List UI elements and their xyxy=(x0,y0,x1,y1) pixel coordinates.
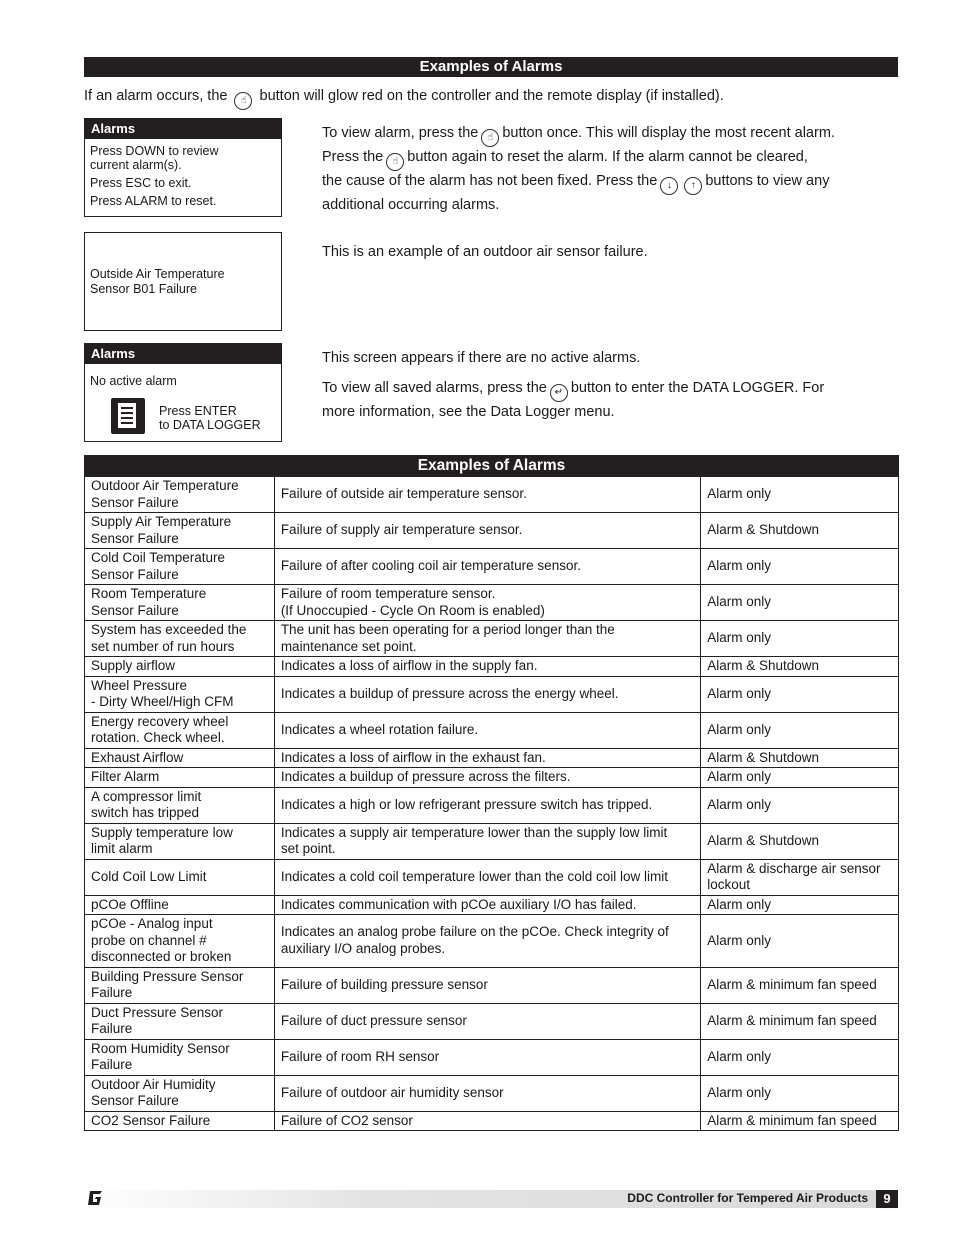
no-alarm-description: This screen appears if there are no active alarms. To view all saved alarms, press the ↵ button to enter the DATA LOGGER. For more information, see the Data Logger menu. xyxy=(322,350,825,420)
alarm-name-cell: Exhaust Airflow xyxy=(85,748,275,768)
enter-icon: ↵ xyxy=(550,384,568,402)
alarm-name-cell: Room Temperature Sensor Failure xyxy=(85,585,275,621)
alarm-name-cell: Energy recovery wheel rotation. Check wheel. xyxy=(85,712,275,748)
alarm-name-cell: Filter Alarm xyxy=(85,768,275,788)
alarm-name-cell: Cold Coil Low Limit xyxy=(85,859,275,895)
alarm-name-cell: Duct Pressure Sensor Failure xyxy=(85,1003,275,1039)
alarms-table xyxy=(84,455,899,1131)
alarm-action-cell: Alarm only xyxy=(701,787,899,823)
alarm-action-cell: Alarm & discharge air sensor lockout xyxy=(701,859,899,895)
alarm-description-cell: Indicates a buildup of pressure across the filters. xyxy=(274,768,700,788)
alarm-action-cell: Alarm only xyxy=(701,676,899,712)
alarm-bell-icon: ☝ xyxy=(386,153,404,171)
alarm-description-cell: Failure of outside air temperature sensor. xyxy=(274,477,700,513)
screen-header: Alarms xyxy=(85,344,281,364)
alarm-description-cell: Indicates a loss of airflow in the exhaust fan. xyxy=(274,748,700,768)
alarm-description-cell: The unit has been operating for a period longer than the maintenance set point. xyxy=(274,621,700,657)
alarm-action-cell: Alarm only xyxy=(701,768,899,788)
alarm-description-cell: Failure of room temperature sensor. (If Unoccupied - Cycle On Room is enabled) xyxy=(274,585,700,621)
alarm-name-cell: Wheel Pressure - Dirty Wheel/High CFM xyxy=(85,676,275,712)
alarm-description-cell: Indicates a loss of airflow in the supply fan. xyxy=(274,657,700,677)
alarm-action-cell: Alarm only xyxy=(701,477,899,513)
alarm-description-cell: Failure of duct pressure sensor xyxy=(274,1003,700,1039)
alarm-description-cell: Indicates a buildup of pressure across the energy wheel. xyxy=(274,676,700,712)
alarm-name-cell: Supply airflow xyxy=(85,657,275,677)
alarm-description-cell: Failure of outdoor air humidity sensor xyxy=(274,1075,700,1111)
sensor-failure-screen xyxy=(84,232,282,331)
table-row xyxy=(85,585,899,621)
screen-line: Outside Air Temperature xyxy=(90,267,225,281)
alarm-name-cell: pCOe - Analog input probe on channel # disconnected or broken xyxy=(85,915,275,968)
alarm-action-cell: Alarm only xyxy=(701,585,899,621)
table-row xyxy=(85,657,899,677)
intro-text: If an alarm occurs, the ☝ button will glow red on the controller and the remote display (if installed). xyxy=(84,88,724,110)
alarm-action-cell: Alarm & minimum fan speed xyxy=(701,967,899,1003)
alarm-description-cell: Indicates a wheel rotation failure. xyxy=(274,712,700,748)
table-row xyxy=(85,895,899,915)
alarm-description-cell: Failure of supply air temperature sensor. xyxy=(274,513,700,549)
table-row xyxy=(85,748,899,768)
alarm-name-cell: CO2 Sensor Failure xyxy=(85,1111,275,1131)
alarm-description-cell: Indicates a supply air temperature lower than the supply low limit set point. xyxy=(274,823,700,859)
alarms-screen-instructions xyxy=(84,118,282,217)
page-number: 9 xyxy=(876,1190,898,1208)
table-row xyxy=(85,1075,899,1111)
table-row xyxy=(85,1039,899,1075)
alarm-name-cell: Supply temperature low limit alarm xyxy=(85,823,275,859)
company-logo xyxy=(86,1189,104,1207)
down-arrow-icon: ↓ xyxy=(660,177,678,195)
alarm-action-cell: Alarm & Shutdown xyxy=(701,823,899,859)
sensor-failure-description: This is an example of an outdoor air sensor failure. xyxy=(322,244,648,260)
screen-line: to DATA LOGGER xyxy=(159,418,261,432)
alarm-action-cell: Alarm only xyxy=(701,895,899,915)
table-row xyxy=(85,1003,899,1039)
table-title: Examples of Alarms xyxy=(85,456,899,477)
screen-line: Press ENTER xyxy=(159,404,237,418)
table-row xyxy=(85,621,899,657)
alarm-name-cell: Outdoor Air Humidity Sensor Failure xyxy=(85,1075,275,1111)
alarm-bell-icon: ☝ xyxy=(234,92,252,110)
alarm-action-cell: Alarm & Shutdown xyxy=(701,513,899,549)
alarm-description-cell: Indicates a high or low refrigerant pressure switch has tripped. xyxy=(274,787,700,823)
alarm-description-cell: Indicates a cold coil temperature lower than the cold coil low limit xyxy=(274,859,700,895)
table-row xyxy=(85,915,899,968)
screen-line: Press DOWN to review xyxy=(90,144,219,158)
alarm-action-cell: Alarm & minimum fan speed xyxy=(701,1003,899,1039)
screen-line: Press ALARM to reset. xyxy=(90,194,217,208)
screen-line: No active alarm xyxy=(90,374,177,388)
table-row xyxy=(85,768,899,788)
table-row xyxy=(85,712,899,748)
alarm-description-cell: Failure of building pressure sensor xyxy=(274,967,700,1003)
footer-title: DDC Controller for Tempered Air Products xyxy=(627,1191,868,1205)
table-row xyxy=(85,477,899,513)
alarm-view-description: To view alarm, press the ☝ button once. This will display the most recent alarm. Press the ☝ button again to reset the alarm. If the alarm cannot be cleared, the cause of the alarm has not been fixed. Press the ↓ ↑ buttons to view any additional occurring alarms. xyxy=(322,125,835,213)
table-row xyxy=(85,513,899,549)
alarm-name-cell: Outdoor Air Temperature Sensor Failure xyxy=(85,477,275,513)
table-row xyxy=(85,1111,899,1131)
alarm-action-cell: Alarm & minimum fan speed xyxy=(701,1111,899,1131)
alarm-action-cell: Alarm & Shutdown xyxy=(701,748,899,768)
alarm-description-cell: Indicates communication with pCOe auxiliary I/O has failed. xyxy=(274,895,700,915)
alarm-name-cell: Building Pressure Sensor Failure xyxy=(85,967,275,1003)
table-row xyxy=(85,787,899,823)
table-row xyxy=(85,676,899,712)
alarm-description-cell: Failure of room RH sensor xyxy=(274,1039,700,1075)
screen-header: Alarms xyxy=(85,119,281,139)
table-row xyxy=(85,823,899,859)
screen-line: Sensor B01 Failure xyxy=(90,282,198,296)
no-active-alarm-screen xyxy=(84,343,282,442)
alarm-action-cell: Alarm only xyxy=(701,712,899,748)
data-logger-icon xyxy=(111,398,145,434)
alarm-description-cell: Indicates an analog probe failure on the pCOe. Check integrity of auxiliary I/O analog probes. xyxy=(274,915,700,968)
table-row xyxy=(85,549,899,585)
alarm-description-cell: Failure of after cooling coil air temperature sensor. xyxy=(274,549,700,585)
alarm-action-cell: Alarm only xyxy=(701,549,899,585)
alarm-name-cell: A compressor limit switch has tripped xyxy=(85,787,275,823)
alarm-name-cell: Cold Coil Temperature Sensor Failure xyxy=(85,549,275,585)
alarm-name-cell: Supply Air Temperature Sensor Failure xyxy=(85,513,275,549)
alarm-name-cell: System has exceeded the set number of run hours xyxy=(85,621,275,657)
alarm-action-cell: Alarm only xyxy=(701,1075,899,1111)
table-row xyxy=(85,859,899,895)
screen-line: current alarm(s). xyxy=(90,158,182,172)
alarm-description-cell: Failure of CO2 sensor xyxy=(274,1111,700,1131)
alarm-action-cell: Alarm only xyxy=(701,621,899,657)
alarm-action-cell: Alarm only xyxy=(701,1039,899,1075)
alarm-action-cell: Alarm & Shutdown xyxy=(701,657,899,677)
alarm-name-cell: Room Humidity Sensor Failure xyxy=(85,1039,275,1075)
section-title: Examples of Alarms xyxy=(84,57,898,77)
alarm-action-cell: Alarm only xyxy=(701,915,899,968)
screen-line: Press ESC to exit. xyxy=(90,176,192,190)
up-arrow-icon: ↑ xyxy=(684,177,702,195)
alarm-name-cell: pCOe Offline xyxy=(85,895,275,915)
table-row xyxy=(85,967,899,1003)
alarm-bell-icon: ☝ xyxy=(481,129,499,147)
